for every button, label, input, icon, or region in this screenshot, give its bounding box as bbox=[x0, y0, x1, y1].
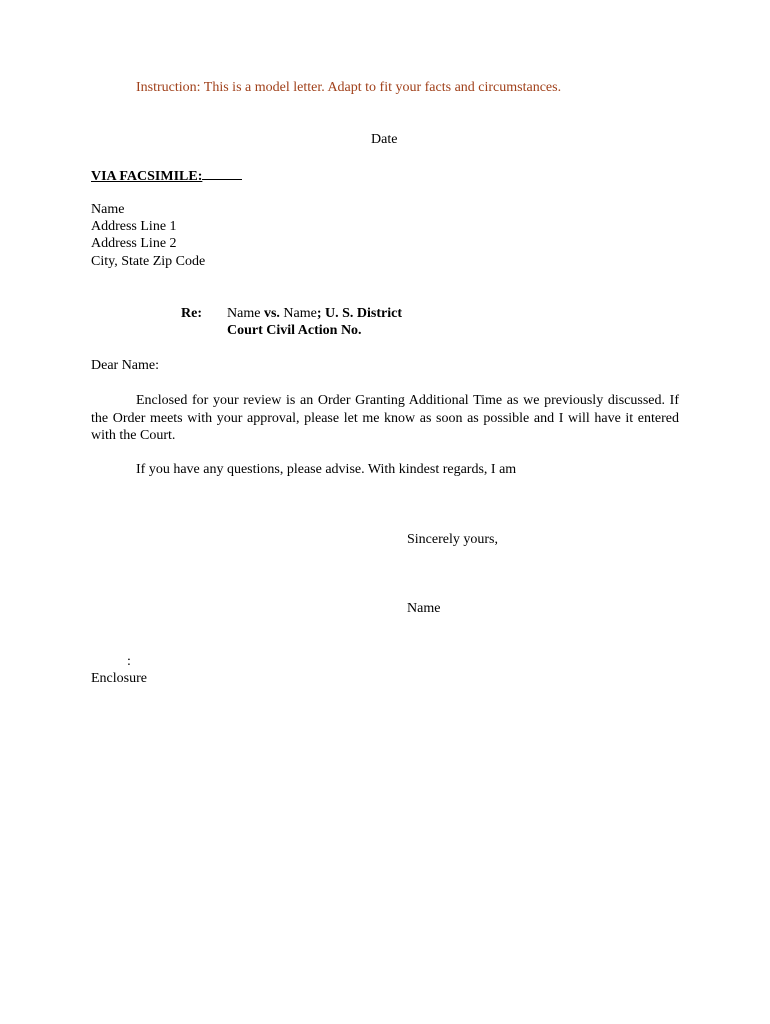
body-paragraph-2: If you have any questions, please advise. With kindest regards, I am bbox=[136, 462, 517, 477]
re-vs: vs. bbox=[260, 306, 284, 321]
re-court-part-1: ; U. S. District bbox=[316, 306, 402, 321]
via-facsimile-label: VIA FACSIMILE: bbox=[91, 169, 203, 184]
re-party-2: Name bbox=[283, 306, 317, 321]
enclosure-note: Enclosure bbox=[91, 671, 147, 686]
recipient-name: Name bbox=[91, 202, 125, 217]
recipient-address-line-2: Address Line 2 bbox=[91, 236, 177, 251]
instruction-note: Instruction: This is a model letter. Adapt to fit your facts and circumstances. bbox=[136, 80, 562, 95]
salutation: Dear Name: bbox=[91, 358, 160, 373]
body-paragraph-1: Enclosed for your review is an Order Granting Additional Time as we previously discussed. If the Order meets with your approval, please let me know as soon as possible and I will have it entered with the Court. bbox=[91, 393, 679, 443]
date-line: Date bbox=[371, 132, 398, 147]
re-label: Re: bbox=[181, 306, 202, 321]
re-subject-line-1 bbox=[227, 305, 402, 322]
colon-mark: : bbox=[127, 654, 131, 669]
signer-name: Name bbox=[407, 601, 441, 616]
re-party-1: Name bbox=[227, 306, 261, 321]
re-court-part-2: Court Civil Action No. bbox=[227, 323, 362, 338]
recipient-address-line-1: Address Line 1 bbox=[91, 219, 177, 234]
via-facsimile bbox=[91, 166, 242, 185]
closing: Sincerely yours, bbox=[407, 532, 498, 547]
via-facsimile-blank bbox=[202, 166, 242, 180]
recipient-city-state-zip: City, State Zip Code bbox=[91, 254, 206, 269]
